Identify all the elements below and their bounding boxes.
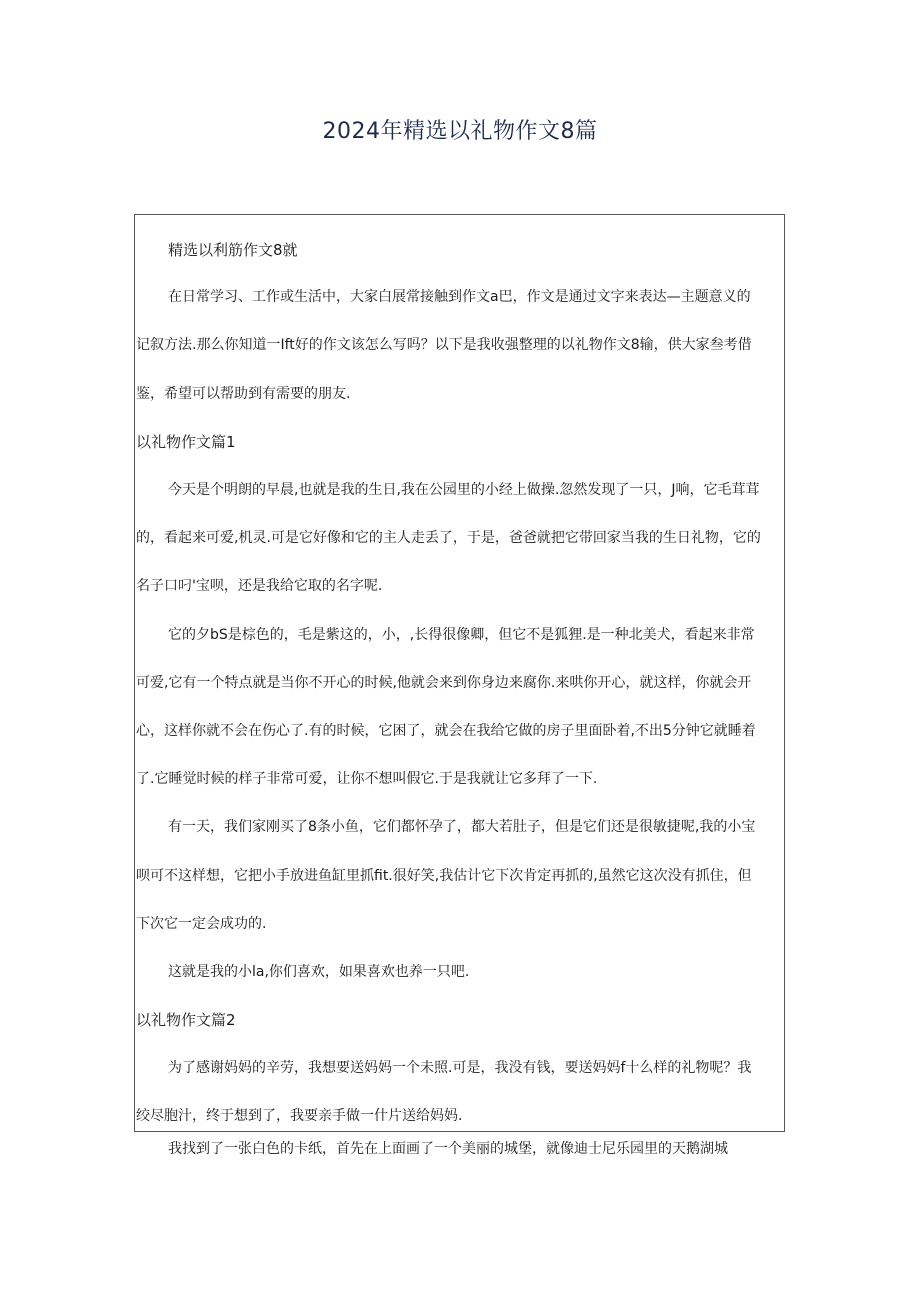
text-line: 记叙方法.那么你知道一Ift好的作文该怎么写吗？以下是我收强整理的以礼物作文8输，供大家叁考借 bbox=[136, 337, 752, 353]
text-line: 我找到了一张白色的卡纸，首先在上面画了一个美丽的城堡，就像迪士尼乐园里的天鹅湖城 bbox=[168, 1141, 728, 1157]
text-line: 这就是我的小la,你们喜欢，如果喜欢也养一只吧. bbox=[168, 964, 470, 980]
text-line: 有一天，我们家刚买了8条小鱼，它们都怀孕了，都大若肚子，但是它们还是很敏捷呢,我的小宝 bbox=[168, 819, 756, 835]
text-line: 在日常学习、工作或生活中，大家白展常接触到作文a巴，作文是通过文字来表达—主题意义的 bbox=[168, 289, 751, 305]
text-line: 的，看起来可爱,机灵.可是它好像和它的主人走丢了，于是，爸爸就把它带回家当我的生日礼物，它的 bbox=[136, 530, 761, 546]
text-line: 绞尽胞汁，终于想到了，我要亲手做一什片送给妈妈. bbox=[136, 1108, 463, 1124]
text-line: 名子口叼'宝呗，还是我给它取的名字呢. bbox=[136, 578, 383, 594]
text-line: 了.它睡觉时候的样子非常可爱，让你不想叫假它.于是我就让它多拜了一下. bbox=[136, 771, 598, 787]
section-heading: 以礼物作文篇2 bbox=[136, 1011, 236, 1029]
text-line: 呗可不这样想，它把小手放进鱼缸里抓fit.很好笑,我估计它下次肯定再抓的,虽然它这次没有抓住，但 bbox=[136, 868, 752, 884]
text-line: 下次它一定会成功的. bbox=[136, 916, 267, 932]
intro-heading: 精选以利筋作文8就 bbox=[168, 241, 298, 259]
text-line: 鉴，希望可以帮助到有需要的朋友. bbox=[136, 386, 351, 402]
text-line: 今天是个明朗的早晨,也就是我的生日,我在公园里的小经上做操.忽然发现了一只，J响，它毛茸茸 bbox=[168, 482, 760, 498]
text-line: 心，这样你就不会在伤心了.有的时候，它困了，就会在我给它做的房子里面卧着,不出5分钟它就睡着 bbox=[136, 723, 756, 739]
document-title: 2024年精选以礼物作文8篇 bbox=[322, 119, 598, 144]
section-heading: 以礼物作文篇1 bbox=[136, 433, 236, 451]
text-line: 为了感谢妈妈的辛劳，我想要送妈妈一个未照.可是，我没有钱，要送妈妈f十么样的礼物呢？我 bbox=[168, 1060, 752, 1076]
text-line: 它的夕bS是棕色的，毛是紫这的，小，,长得很像卿，但它不是狐狸.是一种北美犬，看起来非常 bbox=[168, 627, 755, 643]
text-line: 可爱,它有一个特点就是当你不开心的时候,他就会来到你身边来腐你.来哄你开心，就这样，你就会开 bbox=[136, 675, 752, 691]
